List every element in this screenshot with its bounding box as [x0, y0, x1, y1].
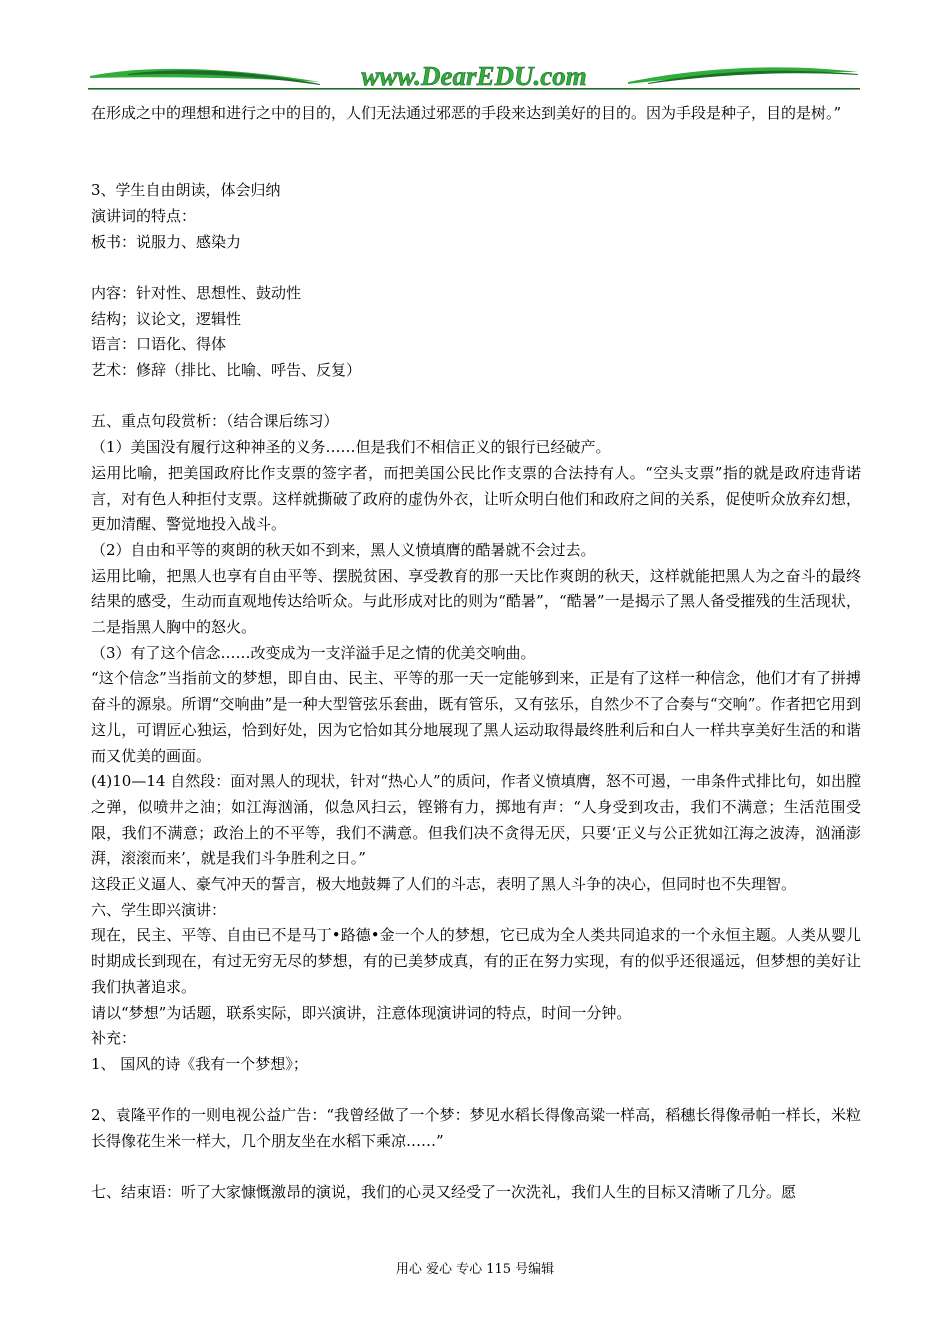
- paragraph: （2）自由和平等的爽朗的秋天如不到来，黑人义愤填膺的酷暑就不会过去。: [91, 540, 596, 559]
- paragraph: 结构；议论文，逻辑性: [91, 309, 242, 328]
- paragraph: 艺术：修辞（排比、比喻、呼告、反复）: [91, 361, 362, 379]
- paragraph: 内容：针对性、思想性、鼓动性: [91, 283, 302, 302]
- paragraph: 运用比喻，把美国政府比作支票的签字者，而把美国公民比作支票的合法持有人。“空头支票”指的就是政府违背诺言，对有色人种拒付支票。这样就撕破了政府的虚伪外衣，让听众明白他们和政府之间的关系，促使听众放弃幻想，更加清醒、警觉地投入战斗。: [91, 463, 861, 534]
- paragraph: 运用比喻，把黑人也享有自由平等、摆脱贫困、享受教育的那一天比作爽朗的秋天，这样就能把黑人为之奋斗的最终结果的感受，生动而直观地传达给听众。与此形成对比的则为“酷暑”，“酷暑”一是揭示了黑人备受摧残的生活现状，二是指黑人胸中的怒火。: [91, 566, 861, 637]
- paragraph: （1）美国没有履行这种神圣的义务……但是我们不相信正义的银行已经破产。: [91, 438, 611, 457]
- paragraph: (4)10—14 自然段：面对黑人的现状，针对“热心人”的质问，作者义愤填膺，怒不可遏，一串条件式排比句，如出膛之弹，似喷井之油；如江海汹涌，似急风扫云，铿锵有力，掷地有声：“人身受到攻击，我们不满意；生活范围受限，我们不满意；政治上的不平等，我们不满意。但我们决不贪得无厌，只要‘正义与公正犹如江海之波涛，汹涌澎湃，滚滚而来’，就是我们斗争胜利之日。”: [91, 772, 861, 868]
- website-logo: [88, 58, 860, 98]
- site-name: www.DearEDU.com: [361, 61, 587, 91]
- header-banner: [88, 58, 860, 98]
- paragraph: 板书：说服力、感染力: [91, 232, 242, 251]
- paragraph: 3、学生自由朗读，体会归纳: [91, 181, 281, 200]
- page-footer: 用心 爱心 专心 115 号编辑: [395, 1262, 555, 1277]
- paragraph: 在形成之中的理想和进行之中的目的，人们无法通过邪恶的手段来达到美好的目的。因为手段是种子，目的是树。”: [91, 104, 842, 122]
- paragraph: 2、袁隆平作的一则电视公益广告：“我曾经做了一个梦：梦见水稻长得像高粱一样高，稻穗长得像帚帕一样长，米粒长得像花生米一样大，几个朋友坐在水稻下乘凉……”: [91, 1106, 861, 1151]
- paragraph: 语言：口语化、得体: [91, 335, 227, 354]
- document-body: [91, 101, 861, 1206]
- paragraph: 演讲词的特点：: [91, 206, 197, 225]
- paragraph: “这个信念”当指前文的梦想，即自由、民主、平等的那一天一定能够到来，正是有了这样一种信念，他们才有了拼搏奋斗的源泉。所谓“交响曲”是一种大型管弦乐套曲，既有管乐，又有弦乐，自然少不了合奏与“交响”。作者把它用到这儿，可谓匠心独运，恰到好处，因为它恰如其分地展现了黑人运动取得最终胜利后和白人一样共享美好生活的和谐而又优美的画面。: [91, 669, 861, 765]
- paragraph: 现在，民主、平等、自由已不是马丁•路德•金一个人的梦想，它已成为全人类共同追求的一个永恒主题。人类从婴儿时期成长到现在，有过无穷无尽的梦想，有的已美梦成真，有的正在努力实现，有的似乎还很遥远，但梦想的美好让我们执著追求。: [91, 926, 861, 996]
- paragraph: 补充：: [91, 1029, 137, 1048]
- paragraph: 1、 国风的诗《我有一个梦想》；: [91, 1054, 308, 1073]
- section-heading: 六、学生即兴演讲：: [91, 900, 227, 919]
- paragraph: （3）有了这个信念……改变成为一支洋溢手足之情的优美交响曲。: [91, 643, 536, 662]
- paragraph: 请以“梦想”为话题，联系实际，即兴演讲，注意体现演讲词的特点，时间一分钟。: [91, 1003, 632, 1022]
- section-heading: 七、结束语：听了大家慷慨激昂的演说，我们的心灵又经受了一次洗礼，我们人生的目标又清晰了几分。愿: [91, 1183, 797, 1202]
- paragraph: 这段正义逼人、豪气冲天的誓言，极大地鼓舞了人们的斗志，表明了黑人斗争的决心，但同时也不失理智。: [91, 875, 797, 894]
- section-heading: 五、重点句段赏析：（结合课后练习）: [91, 412, 339, 431]
